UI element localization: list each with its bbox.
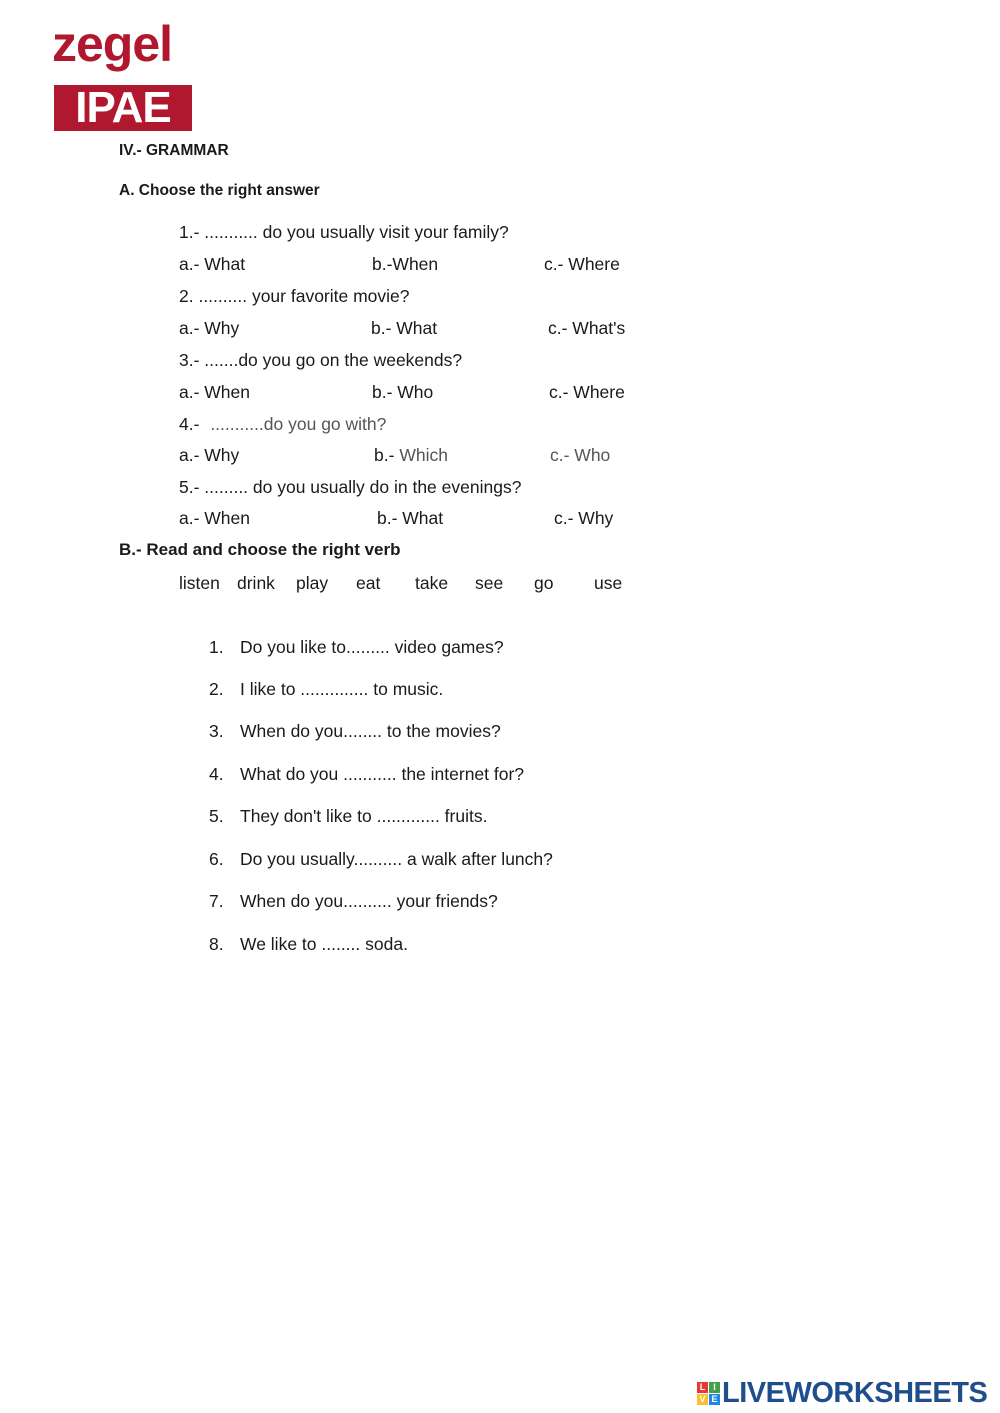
verb-bank-use: use: [594, 573, 623, 593]
zegel-logo: zegel: [52, 16, 173, 72]
q3-option-b[interactable]: b.- Who: [372, 382, 434, 402]
item-4-number: 4.: [209, 764, 224, 784]
question-3: 3.- .......do you go on the weekends?: [179, 350, 463, 370]
item-1-number: 1.: [209, 637, 224, 657]
icon-letter-e: E: [709, 1394, 720, 1405]
verb-bank-listen: listen: [179, 573, 220, 593]
item-7-number: 7.: [209, 891, 224, 911]
item-8-number: 8.: [209, 934, 224, 954]
part-b-title: B.- Read and choose the right verb: [119, 540, 401, 559]
q2-option-c[interactable]: c.- What's: [548, 318, 626, 338]
q2-option-a[interactable]: a.- Why: [179, 318, 240, 338]
q4-option-a[interactable]: a.- Why: [179, 445, 240, 465]
verb-bank-play: play: [296, 573, 329, 593]
q3-option-c[interactable]: c.- Where: [549, 382, 625, 402]
item-5-text: They don't like to ............. fruits.: [240, 806, 488, 826]
item-2-number: 2.: [209, 679, 224, 699]
q5-option-c[interactable]: c.- Why: [554, 508, 614, 528]
ipae-logo: IPAE: [54, 85, 192, 131]
question-5: 5.- ......... do you usually do in the evenings?: [179, 477, 522, 497]
q4-option-b[interactable]: [374, 445, 448, 466]
q4-option-b-text: Which: [399, 445, 448, 465]
item-1-text: Do you like to......... video games?: [240, 637, 504, 657]
q1-option-b[interactable]: b.-When: [372, 254, 439, 274]
item-4-text: What do you ........... the internet for?: [240, 764, 525, 784]
icon-letter-v: V: [697, 1394, 708, 1405]
question-4-number: 4.-: [179, 414, 200, 434]
item-2-text: I like to .............. to music.: [240, 679, 444, 699]
item-3-number: 3.: [209, 721, 224, 741]
item-5-number: 5.: [209, 806, 224, 826]
q5-option-a[interactable]: a.- When: [179, 508, 250, 528]
question-4-text: ...........do you go with?: [210, 414, 387, 434]
verb-bank-see: see: [475, 573, 504, 593]
item-6-text: Do you usually.......... a walk after lunch?: [240, 849, 553, 869]
icon-letter-l: L: [697, 1382, 708, 1393]
question-1: 1.- ........... do you usually visit your family?: [179, 222, 509, 242]
verb-bank-eat: eat: [356, 573, 381, 593]
q3-option-a[interactable]: a.- When: [179, 382, 250, 402]
icon-letter-i: I: [709, 1382, 720, 1393]
verb-bank-go: go: [534, 573, 554, 593]
verb-bank-drink: drink: [237, 573, 275, 593]
item-8-text: We like to ........ soda.: [240, 934, 408, 954]
q1-option-a[interactable]: a.- What: [179, 254, 246, 274]
item-3-text: When do you........ to the movies?: [240, 721, 501, 741]
verb-bank-take: take: [415, 573, 449, 593]
liveworksheets-wordmark: LIVEWORKSHEETS: [722, 1376, 988, 1409]
q1-option-c[interactable]: c.- Where: [544, 254, 620, 274]
q4-option-b-prefix: b.-: [374, 445, 395, 465]
part-a-title: A. Choose the right answer: [119, 182, 320, 199]
question-2: 2. .......... your favorite movie?: [179, 286, 410, 306]
item-6-number: 6.: [209, 849, 224, 869]
liveworksheets-icon: [697, 1382, 720, 1405]
item-7-text: When do you.......... your friends?: [240, 891, 498, 911]
q2-option-b[interactable]: b.- What: [371, 318, 438, 338]
question-4: [179, 414, 386, 435]
section-title: IV.- GRAMMAR: [119, 142, 229, 159]
q4-option-c[interactable]: c.- Who: [550, 445, 611, 465]
q5-option-b[interactable]: b.- What: [377, 508, 444, 528]
liveworksheets-logo: [697, 1376, 987, 1410]
